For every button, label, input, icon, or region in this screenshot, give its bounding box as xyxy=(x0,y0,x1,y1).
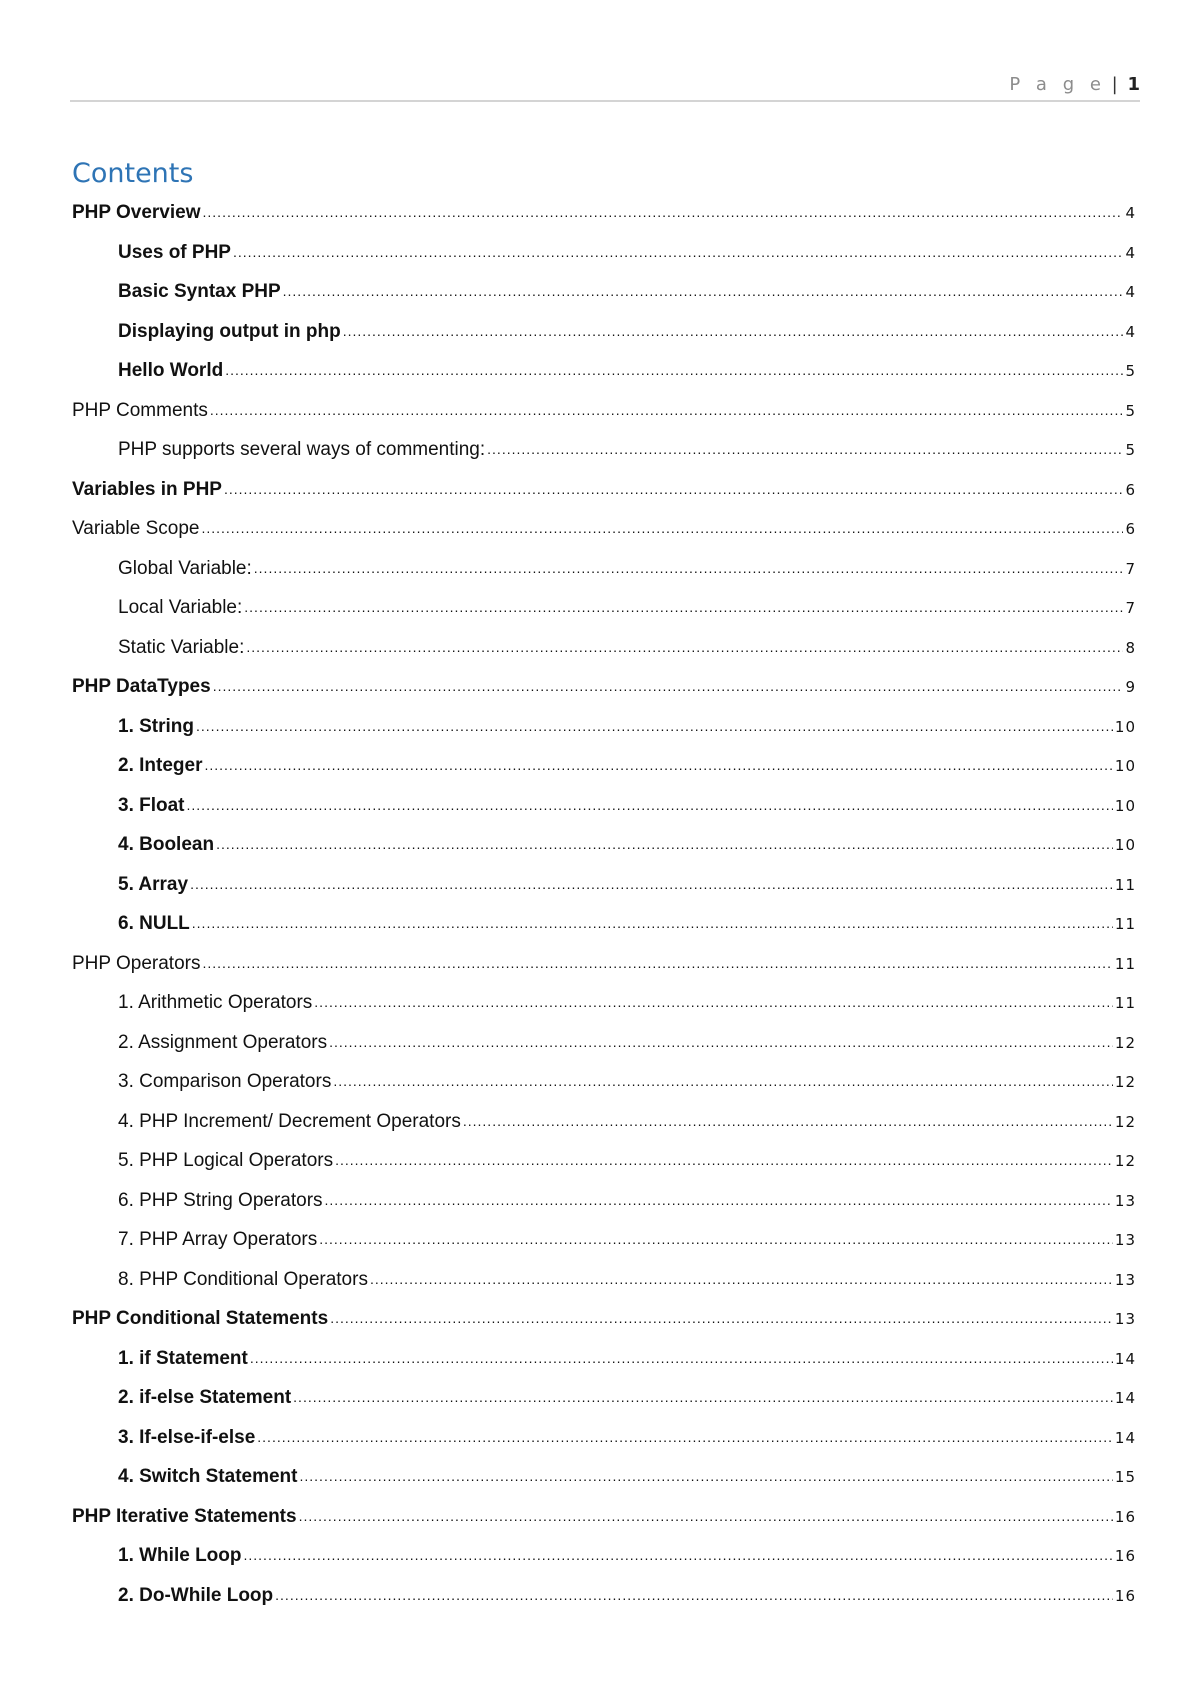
toc-entry-label: Local Variable: xyxy=(118,597,243,618)
toc-entry-page: 7 xyxy=(1125,599,1136,617)
toc-entry-label: 4. PHP Increment/ Decrement Operators xyxy=(118,1110,461,1132)
toc-entry-page: 10 xyxy=(1114,717,1136,736)
toc-entry[interactable] xyxy=(72,1141,1136,1181)
toc-dot-leader xyxy=(343,312,1124,352)
toc-entry-page: 15 xyxy=(1114,1468,1136,1486)
toc-dot-leader xyxy=(192,904,1113,944)
toc-dot-leader xyxy=(299,1497,1113,1537)
toc-entry-label: 4. Switch Statement xyxy=(118,1466,298,1487)
toc-entry[interactable] xyxy=(72,983,1136,1023)
toc-entry-label: 2. Integer xyxy=(118,755,203,776)
toc-entry-page: 4 xyxy=(1125,243,1136,262)
toc-entry-page: 9 xyxy=(1125,678,1136,696)
toc-entry[interactable] xyxy=(72,233,1136,273)
toc-entry-label: Variables in PHP xyxy=(72,478,222,500)
toc-entry[interactable] xyxy=(72,272,1136,312)
toc-entry-label: PHP Operators xyxy=(72,952,201,974)
toc-entry[interactable] xyxy=(72,1102,1136,1142)
toc-entry-label: 2. if-else Statement xyxy=(118,1387,292,1408)
toc-entry[interactable] xyxy=(72,825,1136,865)
toc-entry-page: 6 xyxy=(1125,480,1136,499)
toc-entry-label: 1. While Loop xyxy=(118,1545,242,1566)
page-separator: | xyxy=(1111,74,1118,95)
toc-entry-label: Hello World xyxy=(118,360,224,381)
toc-dot-leader xyxy=(224,470,1123,510)
toc-entry[interactable] xyxy=(72,1062,1136,1102)
toc-entry-page: 14 xyxy=(1114,1428,1136,1447)
toc-dot-leader xyxy=(190,865,1113,905)
toc-entry-page: 6 xyxy=(1125,520,1136,538)
toc-dot-leader xyxy=(244,1536,1113,1576)
toc-entry-page: 11 xyxy=(1114,875,1136,894)
toc-entry-page: 16 xyxy=(1114,1507,1136,1526)
toc-entry[interactable] xyxy=(72,1220,1136,1260)
toc-entry[interactable] xyxy=(72,786,1136,826)
toc-entry-label: Static Variable: xyxy=(118,636,245,658)
toc-entry-page: 13 xyxy=(1114,1270,1136,1289)
toc-entry[interactable] xyxy=(72,746,1136,786)
toc-entry[interactable] xyxy=(72,1378,1136,1418)
toc-entry-page: 10 xyxy=(1114,836,1136,854)
toc-dot-leader xyxy=(244,588,1123,628)
toc-entry-label: PHP Overview xyxy=(72,202,201,223)
toc-entry-label: 7. PHP Array Operators xyxy=(118,1229,318,1250)
toc-dot-leader xyxy=(329,1023,1113,1063)
toc-entry-page: 10 xyxy=(1114,796,1136,815)
toc-dot-leader xyxy=(370,1260,1113,1300)
toc-entry-label: Uses of PHP xyxy=(118,241,231,263)
toc-entry-page: 13 xyxy=(1114,1191,1136,1210)
toc-entry-label: Global Variable: xyxy=(118,557,252,579)
toc-entry-page: 4 xyxy=(1125,283,1136,301)
toc-entry[interactable] xyxy=(72,1339,1136,1379)
toc-entry-page: 12 xyxy=(1114,1152,1136,1170)
toc-dot-leader xyxy=(216,825,1113,865)
toc-entry[interactable] xyxy=(72,1023,1136,1063)
toc-entry-label: 4. Boolean xyxy=(118,834,215,855)
toc-dot-leader xyxy=(319,1220,1113,1260)
toc-entry[interactable] xyxy=(72,1576,1136,1616)
page-number-label xyxy=(1009,74,1140,95)
toc-entry-page: 16 xyxy=(1114,1586,1136,1605)
toc-entry[interactable] xyxy=(72,944,1136,984)
toc-entry-page: 12 xyxy=(1114,1033,1136,1052)
toc-entry-label: 5. PHP Logical Operators xyxy=(118,1150,334,1171)
table-of-contents xyxy=(72,193,1136,1615)
toc-dot-leader xyxy=(225,351,1123,391)
toc-dot-leader xyxy=(233,233,1123,273)
toc-entry[interactable] xyxy=(72,351,1136,391)
toc-entry-label: 1. String xyxy=(118,715,195,737)
toc-entry-page: 5 xyxy=(1125,441,1136,459)
toc-entry-page: 4 xyxy=(1125,322,1136,341)
toc-dot-leader xyxy=(201,509,1123,549)
toc-entry-label: 2. Do-While Loop xyxy=(118,1584,274,1606)
toc-dot-leader xyxy=(203,193,1124,233)
toc-entry-label: 3. Float xyxy=(118,794,185,816)
toc-entry[interactable] xyxy=(72,430,1136,470)
toc-dot-leader xyxy=(325,1181,1113,1221)
toc-entry-label: 3. If-else-if-else xyxy=(118,1426,256,1448)
toc-dot-leader xyxy=(487,430,1123,470)
toc-dot-leader xyxy=(246,628,1123,668)
toc-entry[interactable] xyxy=(72,588,1136,628)
toc-dot-leader xyxy=(213,667,1124,707)
toc-entry-page: 4 xyxy=(1125,204,1136,222)
toc-dot-leader xyxy=(210,391,1124,431)
toc-entry-label: 6. NULL xyxy=(118,913,190,934)
toc-entry[interactable] xyxy=(72,1457,1136,1497)
toc-dot-leader xyxy=(330,1299,1113,1339)
toc-entry-label: PHP Comments xyxy=(72,399,208,421)
toc-entry-label: Variable Scope xyxy=(72,518,200,539)
toc-entry[interactable] xyxy=(72,470,1136,510)
toc-entry[interactable] xyxy=(72,193,1136,233)
toc-entry[interactable] xyxy=(72,549,1136,589)
toc-entry-label: 6. PHP String Operators xyxy=(118,1189,323,1211)
toc-entry-label: PHP supports several ways of commenting: xyxy=(118,439,486,460)
toc-entry[interactable] xyxy=(72,667,1136,707)
toc-entry[interactable] xyxy=(72,1497,1136,1537)
toc-entry-page: 12 xyxy=(1114,1073,1136,1091)
toc-entry[interactable] xyxy=(72,1260,1136,1300)
toc-entry-page: 5 xyxy=(1125,401,1136,420)
toc-entry-page: 16 xyxy=(1114,1547,1136,1565)
toc-entry[interactable] xyxy=(72,707,1136,747)
toc-entry-label: 8. PHP Conditional Operators xyxy=(118,1268,368,1290)
toc-entry-page: 12 xyxy=(1114,1112,1136,1131)
toc-entry-page: 13 xyxy=(1114,1310,1136,1328)
toc-entry[interactable] xyxy=(72,1299,1136,1339)
toc-entry-page: 11 xyxy=(1114,994,1136,1012)
toc-entry-page: 8 xyxy=(1125,638,1136,657)
toc-dot-leader xyxy=(300,1457,1113,1497)
toc-dot-leader xyxy=(254,549,1124,589)
page-number: 1 xyxy=(1127,74,1140,95)
toc-entry-label: PHP Iterative Statements xyxy=(72,1505,297,1527)
toc-dot-leader xyxy=(335,1141,1113,1181)
toc-entry[interactable] xyxy=(72,628,1136,668)
toc-dot-leader xyxy=(204,746,1112,786)
toc-entry[interactable] xyxy=(72,391,1136,431)
toc-dot-leader xyxy=(196,707,1113,747)
toc-dot-leader xyxy=(333,1062,1113,1102)
toc-entry[interactable] xyxy=(72,1418,1136,1458)
toc-entry-label: PHP Conditional Statements xyxy=(72,1308,329,1329)
toc-entry[interactable] xyxy=(72,1536,1136,1576)
toc-entry[interactable] xyxy=(72,1181,1136,1221)
toc-dot-leader xyxy=(283,272,1124,312)
page-word: P a g e xyxy=(1009,74,1106,95)
toc-entry-page: 7 xyxy=(1125,559,1136,578)
toc-entry-label: 5. Array xyxy=(118,873,189,895)
toc-entry-label: PHP DataTypes xyxy=(72,676,211,697)
toc-dot-leader xyxy=(275,1576,1113,1616)
toc-entry[interactable] xyxy=(72,865,1136,905)
toc-title: Contents xyxy=(72,158,194,189)
toc-entry-page: 11 xyxy=(1114,915,1136,933)
toc-entry-label: 1. Arithmetic Operators xyxy=(118,992,313,1013)
toc-dot-leader xyxy=(250,1339,1113,1379)
toc-dot-leader xyxy=(293,1378,1113,1418)
toc-entry[interactable] xyxy=(72,904,1136,944)
toc-entry-page: 10 xyxy=(1114,757,1136,775)
toc-entry-page: 13 xyxy=(1114,1231,1136,1249)
toc-entry-label: 1. if Statement xyxy=(118,1347,248,1369)
toc-entry-page: 14 xyxy=(1114,1389,1136,1407)
toc-dot-leader xyxy=(463,1102,1113,1142)
toc-dot-leader xyxy=(187,786,1113,826)
toc-entry-page: 11 xyxy=(1114,954,1136,973)
toc-entry-label: 3. Comparison Operators xyxy=(118,1071,332,1092)
toc-dot-leader xyxy=(202,944,1112,984)
toc-entry-label: 2. Assignment Operators xyxy=(118,1031,328,1053)
toc-dot-leader xyxy=(257,1418,1113,1458)
toc-entry-page: 14 xyxy=(1114,1349,1136,1368)
toc-dot-leader xyxy=(314,983,1113,1023)
toc-entry[interactable] xyxy=(72,509,1136,549)
toc-entry-page: 5 xyxy=(1125,362,1136,380)
toc-entry[interactable] xyxy=(72,312,1136,352)
toc-entry-label: Basic Syntax PHP xyxy=(118,281,281,302)
toc-entry-label: Displaying output in php xyxy=(118,320,341,342)
page-header xyxy=(70,66,1140,102)
